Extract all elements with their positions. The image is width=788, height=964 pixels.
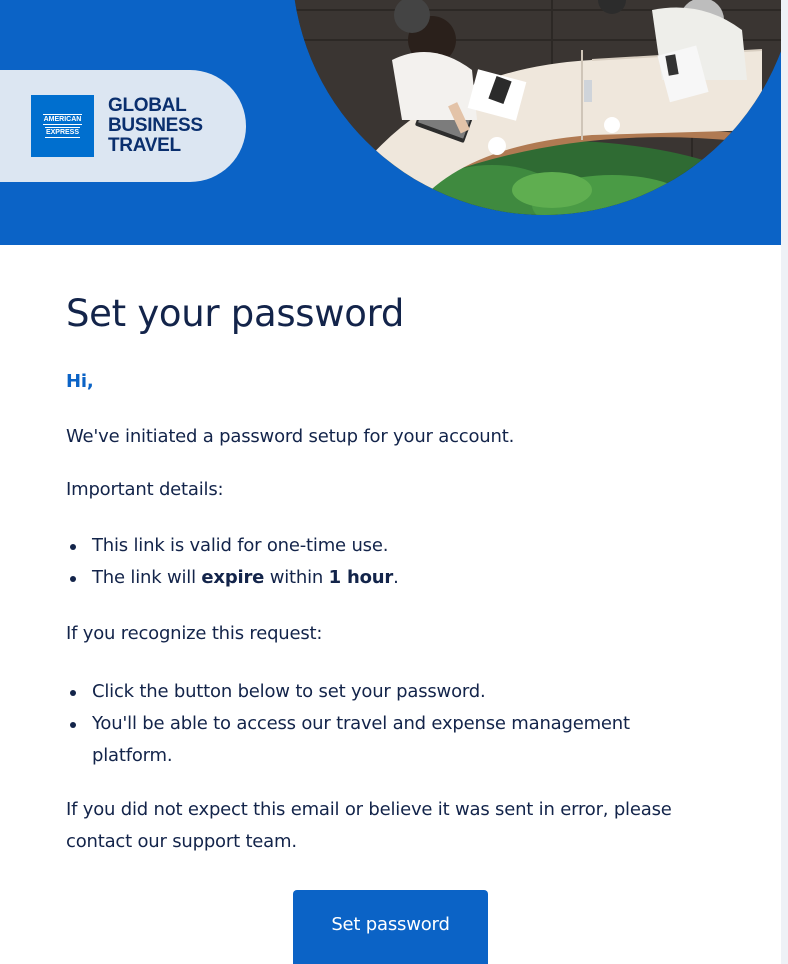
- intro-text: We've initiated a password setup for your account.: [66, 426, 515, 447]
- closing-text: If you did not expect this email or believe it was sent in error, please contact our support team.: [66, 799, 672, 852]
- duration-emphasis: 1 hour: [328, 567, 394, 588]
- amex-logo-icon: [31, 95, 94, 157]
- page-title: Set your password: [66, 292, 405, 335]
- details-item: [66, 562, 706, 594]
- brand-line-2: BUSINESS: [108, 115, 203, 136]
- office-photo-illustration: [292, 0, 781, 215]
- details-item-text: .: [393, 567, 399, 588]
- greeting: Hi,: [66, 371, 94, 392]
- set-password-button[interactable]: Set password: [293, 890, 488, 964]
- recognize-list: [66, 676, 706, 772]
- details-heading: Important details:: [66, 479, 224, 500]
- logo-box-line2: EXPRESS: [45, 129, 80, 136]
- logo-box-line1: AMERICAN: [43, 116, 82, 123]
- expire-emphasis: expire: [201, 567, 265, 588]
- recognize-item: Click the button below to set your password.: [66, 676, 706, 708]
- brand-line-3: TRAVEL: [108, 135, 181, 156]
- details-list: [66, 530, 706, 594]
- details-item: This link is valid for one-time use.: [66, 530, 706, 562]
- details-item-text: within: [264, 567, 329, 588]
- email-header-banner: [0, 0, 781, 245]
- recognize-heading: If you recognize this request:: [66, 623, 323, 644]
- brand-wordmark: [108, 96, 203, 156]
- details-item-text: The link will: [92, 567, 202, 588]
- header-photo: [292, 0, 781, 215]
- recognize-item: You'll be able to access our travel and expense management platform.: [66, 708, 706, 772]
- brand-line-1: GLOBAL: [108, 95, 187, 116]
